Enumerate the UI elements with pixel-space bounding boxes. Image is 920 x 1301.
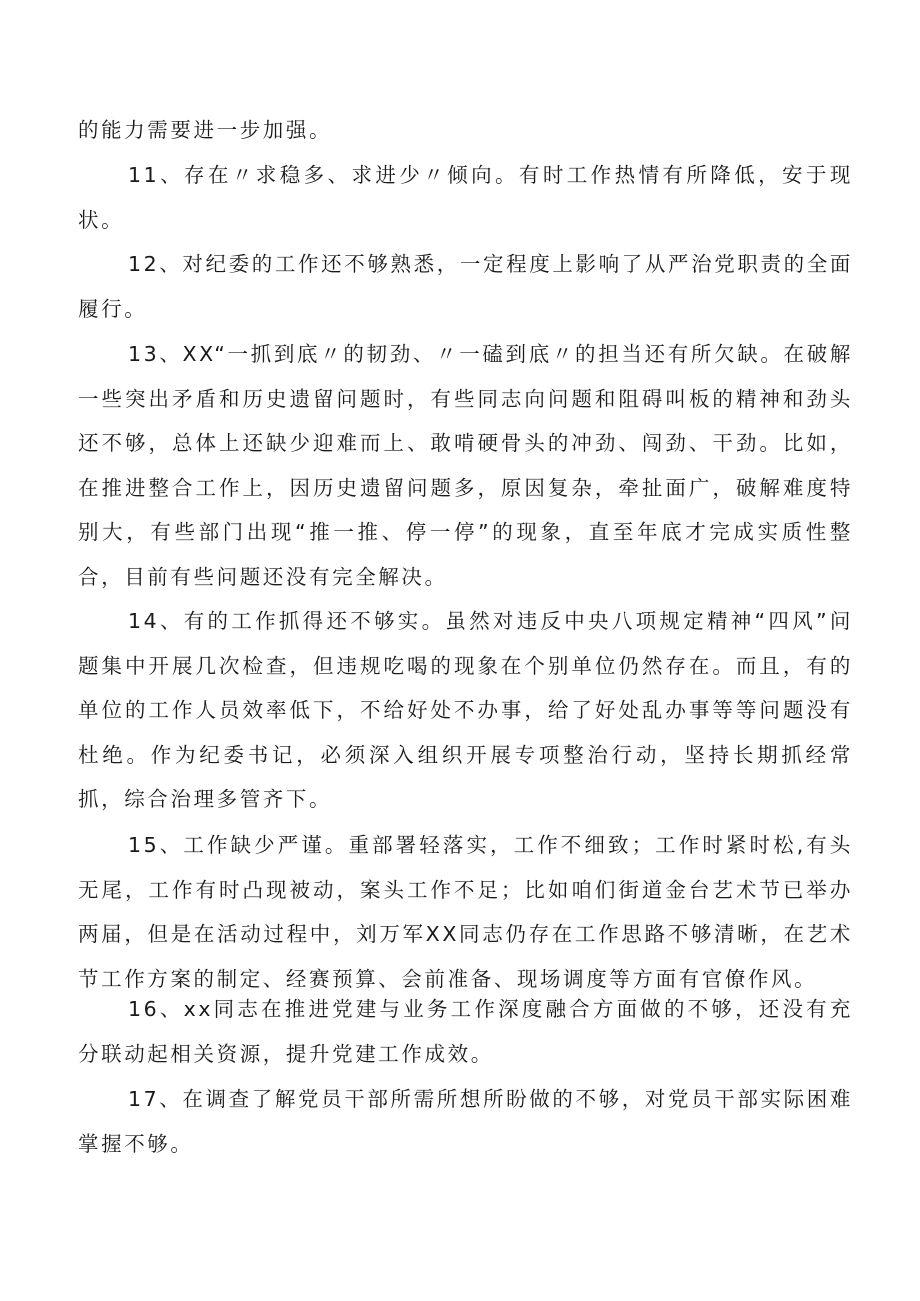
paragraph-11: 11、存在〃求稳多、求进少〃倾向。有时工作热情有所降低，安于现状。	[78, 163, 853, 232]
paragraph-12: 12、对纪委的工作还不够熟悉，一定程度上影响了从严治党职责的全面履行。	[78, 252, 853, 321]
paragraph-15: 15、工作缺少严谨。重部署轻落实，工作不细致；工作时紧时松,有头无尾，工作有时凸现被动，案头工作不足；比如咱们街道金台艺术节已举办两届，但是在活动过程中，刘万军XX同志仍存在工作思路不够清晰，在艺术节工作方案的制定、经赛预算、会前准备、现场调度等方面有官僚作风。	[78, 833, 853, 991]
paragraph-10-tail: 的能力需要进一步加强。	[78, 118, 333, 142]
paragraph-13: 13、XX“一抓到底〃的韧劲、〃一磕到底〃的担当还有所欠缺。在破解一些突出矛盾和历史遗留问题时，有些同志向问题和阻碍叫板的精神和劲头还不够，总体上还缺少迎难而上、敢啃硬骨头的冲劲、闯劲、干劲。比如，在推进整合工作上，因历史遗留问题多，原因复杂，牵扯面广，破解难度特别大，有些部门出现“推一推、停一停”的现象，直至年底才完成实质性整合，目前有些问题还没有完全解决。	[78, 342, 853, 589]
paragraph-17: 17、在调查了解党员干部所需所想所盼做的不够，对党员干部实际困难掌握不够。	[78, 1087, 853, 1156]
paragraph-16: 16、xx同志在推进党建与业务工作深度融合方面做的不够，还没有充分联动起相关资源，提升党建工作成效。	[78, 997, 853, 1066]
paragraph-14: 14、有的工作抓得还不够实。虽然对违反中央八项规定精神“四风”问题集中开展几次检查，但违规吃喝的现象在个别单位仍然存在。而且，有的单位的工作人员效率低下，不给好处不办事，给了好处乱办事等等问题没有杜绝。作为纪委书记，必须深入组织开展专项整治行动，坚持长期抓经常抓，综合治理多管齐下。	[78, 609, 853, 812]
